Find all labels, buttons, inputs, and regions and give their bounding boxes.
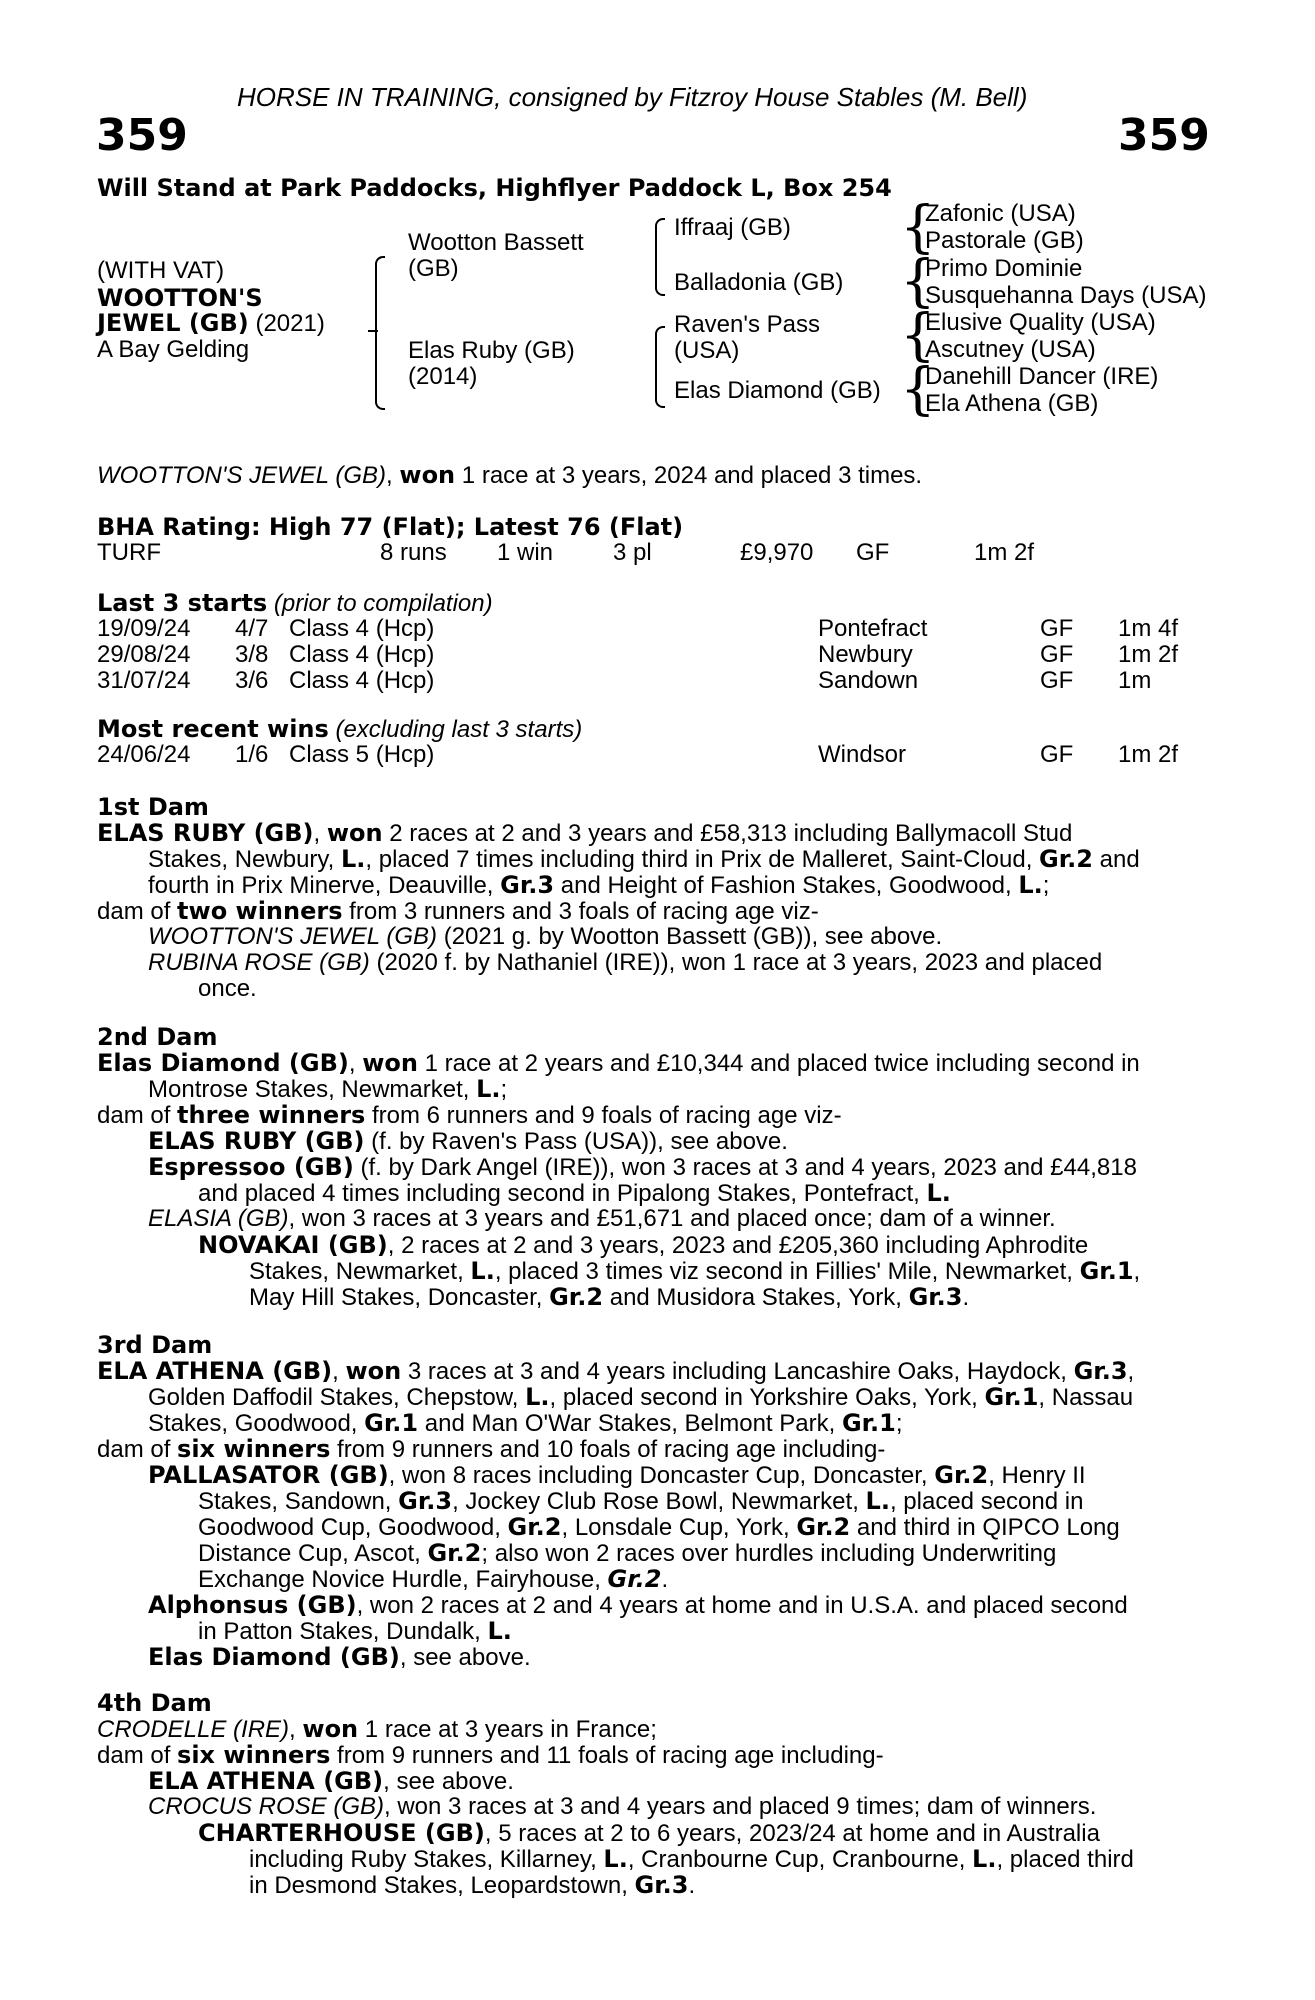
pedigree-ssd: Pastorale (GB) — [925, 227, 1084, 254]
win-going: GF — [1040, 741, 1074, 768]
second-dam-heading: 2nd Dam — [97, 1023, 218, 1051]
pedigree-dam: Elas Ruby (GB) (2014) — [408, 337, 575, 390]
second-dam-line: NOVAKAI (GB), 2 races at 2 and 3 years, 2023 and £205,360 including Aphrodite — [198, 1231, 1089, 1259]
turf-record-surface: TURF — [97, 539, 161, 566]
third-dam-line: Stakes, Goodwood, Gr.1 and Man O'War Stakes, Belmont Park, Gr.1; — [148, 1409, 903, 1437]
start-going: GF — [1040, 667, 1074, 694]
pedigree-sdd: Susquehanna Days (USA) — [925, 282, 1207, 309]
second-dam-line: dam of three winners from 6 runners and 9 foals of racing age viz- — [97, 1101, 842, 1129]
fourth-dam-line: CROCUS ROSE (GB), won 3 races at 3 and 4 years and placed 9 times; dam of winners. — [148, 1793, 1097, 1820]
first-dam-line: once. — [198, 975, 257, 1002]
second-dam-line: ELASIA (GB), won 3 races at 3 years and £51,671 and placed once; dam of a winner. — [148, 1205, 1056, 1232]
lot-number-right: 359 — [1118, 110, 1210, 161]
second-dam-line: Espressoo (GB) (f. by Dark Angel (IRE)), won 3 races at 3 and 4 years, 2023 and £44,818 — [148, 1153, 1137, 1181]
start-date: 29/08/24 — [97, 641, 191, 668]
start-course: Newbury — [818, 641, 913, 668]
start-date: 19/09/24 — [97, 615, 191, 642]
pedigree-sds: Primo Dominie — [925, 255, 1083, 282]
turf-record-placed: 3 pl — [613, 539, 652, 566]
pedigree-ddd: Ela Athena (GB) — [925, 390, 1099, 417]
start-position: 4/7 — [235, 615, 269, 642]
pedigree-curly-1: { — [900, 195, 936, 260]
third-dam-line: Golden Daffodil Stakes, Chepstow, L., placed second in Yorkshire Oaks, York, Gr.1, Nassau — [148, 1383, 1134, 1411]
third-dam-line: Distance Cup, Ascot, Gr.2; also won 2 races over hurdles including Underwriting — [198, 1539, 1057, 1567]
pedigree-dds: Danehill Dancer (IRE) — [925, 363, 1159, 390]
pedigree-brace-2b — [655, 326, 665, 408]
turf-record-wins: 1 win — [497, 539, 554, 566]
turf-record-runs: 8 runs — [380, 539, 447, 566]
pedigree-curly-2: { — [900, 249, 936, 314]
third-dam-line: Exchange Novice Hurdle, Fairyhouse, Gr.2. — [198, 1565, 669, 1593]
start-date: 31/07/24 — [97, 667, 191, 694]
pedigree-dsd: Ascutney (USA) — [925, 336, 1096, 363]
pedigree-sss: Zafonic (USA) — [925, 200, 1076, 227]
fourth-dam-line: in Desmond Stakes, Leopardstown, Gr.3. — [249, 1871, 696, 1899]
third-dam-heading: 3rd Dam — [97, 1331, 213, 1359]
second-dam-line: May Hill Stakes, Doncaster, Gr.2 and Musidora Stakes, York, Gr.3. — [249, 1283, 970, 1311]
pedigree-curly-4: { — [900, 357, 936, 422]
start-class: Class 4 (Hcp) — [289, 641, 435, 668]
second-dam-line: ELAS RUBY (GB) (f. by Raven's Pass (USA)), see above. — [148, 1127, 788, 1155]
turf-record-going: GF — [856, 539, 890, 566]
pedigree-sire: Wootton Bassett (GB) — [408, 229, 584, 282]
lot-number-left: 359 — [96, 110, 188, 161]
turf-record-prize: £9,970 — [740, 539, 814, 566]
fourth-dam-heading: 4th Dam — [97, 1689, 212, 1717]
recent-wins-heading: Most recent wins (excluding last 3 starts) — [97, 715, 583, 743]
horse-description: A Bay Gelding — [97, 336, 250, 363]
start-position: 3/8 — [235, 641, 269, 668]
third-dam-line: dam of six winners from 9 runners and 10 foals of racing age including- — [97, 1435, 886, 1463]
start-course: Sandown — [818, 667, 919, 694]
pedigree-dam-dam: Elas Diamond (GB) — [674, 377, 881, 404]
vat-note: (WITH VAT) — [97, 257, 225, 284]
fourth-dam-line: CHARTERHOUSE (GB), 5 races at 2 to 6 years, 2023/24 at home and in Australia — [198, 1819, 1100, 1847]
second-dam-line: Elas Diamond (GB), won 1 race at 2 years and £10,344 and placed twice including second in — [97, 1049, 1140, 1077]
win-class: Class 5 (Hcp) — [289, 741, 435, 768]
start-distance: 1m — [1118, 667, 1152, 694]
horse-name-line1: WOOTTON'S — [97, 284, 263, 312]
start-going: GF — [1040, 641, 1074, 668]
start-going: GF — [1040, 615, 1074, 642]
start-course: Pontefract — [818, 615, 928, 642]
second-dam-line: Montrose Stakes, Newmarket, L.; — [148, 1075, 508, 1103]
first-dam-line: dam of two winners from 3 runners and 3 foals of racing age viz- — [97, 897, 819, 925]
catalogue-header: HORSE IN TRAINING, consigned by Fitzroy House Stables (M. Bell) — [237, 82, 1028, 112]
win-date: 24/06/24 — [97, 741, 191, 768]
win-position: 1/6 — [235, 741, 269, 768]
second-dam-line: and placed 4 times including second in Pipalong Stakes, Pontefract, L. — [198, 1179, 951, 1207]
second-dam-line: Stakes, Newmarket, L., placed 3 times viz second in Fillies' Mile, Newmarket, Gr.1, — [249, 1257, 1141, 1285]
start-distance: 1m 4f — [1118, 615, 1179, 642]
horse-name-line2: JEWEL (GB) (2021) — [97, 309, 325, 337]
pedigree-brace-2a — [655, 218, 665, 296]
race-summary: WOOTTON'S JEWEL (GB), won 1 race at 3 years, 2024 and placed 3 times. — [97, 461, 923, 489]
pedigree-dam-sire: Raven's Pass (USA) — [674, 311, 820, 364]
fourth-dam-line: including Ruby Stakes, Killarney, L., Cranbourne Cup, Cranbourne, L., placed third — [249, 1845, 1134, 1873]
pedigree-curly-3: { — [900, 303, 936, 368]
first-dam-line: fourth in Prix Minerve, Deauville, Gr.3 and Height of Fashion Stakes, Goodwood, L.; — [148, 871, 1050, 899]
first-dam-line: ELAS RUBY (GB), won 2 races at 2 and 3 years and £58,313 including Ballymacoll Stud — [97, 819, 1073, 847]
first-dam-heading: 1st Dam — [97, 793, 209, 821]
third-dam-line: in Patton Stakes, Dundalk, L. — [198, 1617, 512, 1645]
fourth-dam-line: ELA ATHENA (GB), see above. — [148, 1767, 514, 1795]
start-class: Class 4 (Hcp) — [289, 615, 435, 642]
third-dam-line: PALLASATOR (GB), won 8 races including Doncaster Cup, Doncaster, Gr.2, Henry II — [148, 1461, 1086, 1489]
third-dam-line: ELA ATHENA (GB), won 3 races at 3 and 4 years including Lancashire Oaks, Haydock, Gr.3, — [97, 1357, 1135, 1385]
pedigree-brace-1 — [375, 256, 385, 410]
third-dam-line: Elas Diamond (GB), see above. — [148, 1643, 531, 1671]
pedigree-dss: Elusive Quality (USA) — [925, 309, 1156, 336]
last-starts-heading: Last 3 starts (prior to compilation) — [97, 589, 493, 617]
bha-rating-heading: BHA Rating: High 77 (Flat); Latest 76 (Flat) — [97, 513, 684, 541]
win-course: Windsor — [818, 741, 907, 768]
stand-location: Will Stand at Park Paddocks, Highflyer Paddock L, Box 254 — [97, 174, 892, 202]
start-distance: 1m 2f — [1118, 641, 1179, 668]
first-dam-line: Stakes, Newbury, L., placed 7 times including third in Prix de Malleret, Saint-Cloud, Gr.2 and — [148, 845, 1140, 873]
pedigree-sire-dam: Balladonia (GB) — [674, 269, 844, 296]
turf-record-distance: 1m 2f — [974, 539, 1035, 566]
fourth-dam-line: dam of six winners from 9 runners and 11 foals of racing age including- — [97, 1741, 884, 1769]
first-dam-line: RUBINA ROSE (GB) (2020 f. by Nathaniel (IRE)), won 1 race at 3 years, 2023 and placed — [148, 949, 1103, 976]
start-position: 3/6 — [235, 667, 269, 694]
pedigree-brace-1-point — [368, 330, 378, 332]
fourth-dam-line: CRODELLE (IRE), won 1 race at 3 years in France; — [97, 1715, 657, 1743]
win-distance: 1m 2f — [1118, 741, 1179, 768]
start-class: Class 4 (Hcp) — [289, 667, 435, 694]
third-dam-line: Alphonsus (GB), won 2 races at 2 and 4 years at home and in U.S.A. and placed second — [148, 1591, 1128, 1619]
third-dam-line: Goodwood Cup, Goodwood, Gr.2, Lonsdale Cup, York, Gr.2 and third in QIPCO Long — [198, 1513, 1120, 1541]
pedigree-sire-sire: Iffraaj (GB) — [674, 214, 791, 241]
third-dam-line: Stakes, Sandown, Gr.3, Jockey Club Rose Bowl, Newmarket, L., placed second in — [198, 1487, 1084, 1515]
first-dam-line: WOOTTON'S JEWEL (GB) (2021 g. by Wootton Bassett (GB)), see above. — [148, 923, 943, 950]
